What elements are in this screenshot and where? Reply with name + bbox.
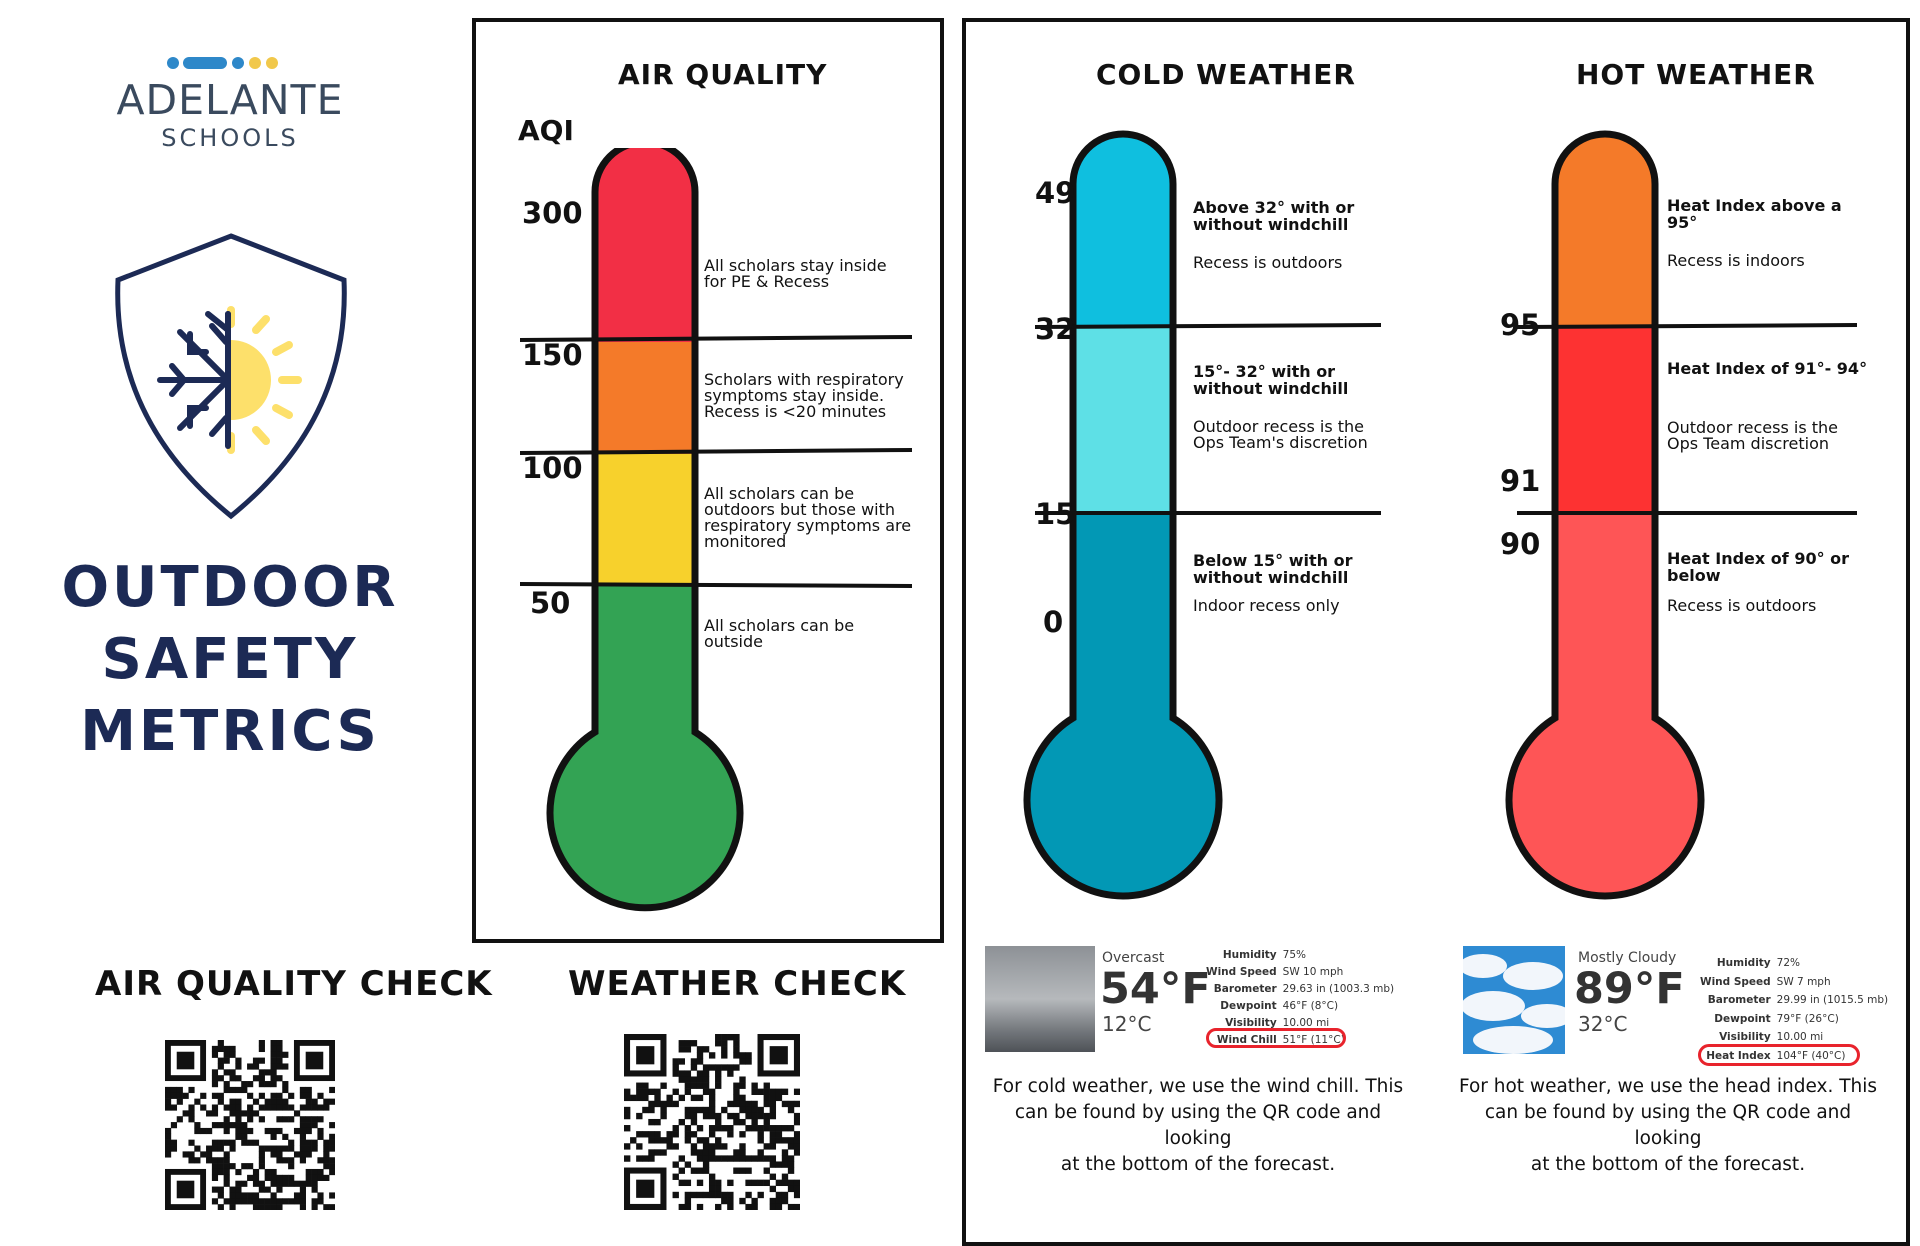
aqi-300-description: All scholars stay inside for PE & Recess: [704, 256, 887, 291]
forecast-row-value: 29.99 in (1015.5 mb): [1776, 994, 1889, 1007]
forecast-row: [1206, 980, 1394, 997]
hot-value-91: 91: [1500, 464, 1541, 498]
aqi-value-50: 50: [530, 586, 571, 620]
hot-value-90: 90: [1500, 527, 1541, 561]
forecast-row: [1700, 954, 1888, 973]
page-title: [40, 552, 420, 768]
cold-15-32-rule: 15°- 32° with or without windchill Outdoor recess is the Ops Team's discretion: [1193, 362, 1368, 452]
hot-90-below-rule: Heat Index of 90° or below Recess is outdoors: [1667, 549, 1850, 615]
forecast-row-value: 29.63 in (1003.3 mb): [1282, 982, 1395, 995]
cold-forecast-temp-c: 12°C: [1102, 1012, 1152, 1036]
aqi-50-description: All scholars can be outside: [704, 616, 855, 651]
aqi-value-100: 100: [522, 451, 583, 485]
weather-check-title: WEATHER CHECK: [568, 964, 907, 1004]
forecast-row-label: Visibility: [1719, 1031, 1771, 1044]
weather-qr-code[interactable]: [624, 1034, 800, 1210]
overcast-sky-photo: [985, 946, 1095, 1052]
title-line-2: SAFETY: [101, 627, 359, 692]
title-line-1: OUTDOOR: [61, 555, 399, 620]
hot-weather-note: For hot weather, we use the head index. This can be found by using the QR code and looking at the bottom of the forecast.: [1458, 1076, 1878, 1175]
cold-above-32-rule: Above 32° with or without windchill Recess is outdoors: [1193, 198, 1355, 272]
hot-weather-title: HOT WEATHER: [1576, 58, 1816, 91]
cold-forecast-condition: Overcast: [1102, 950, 1165, 966]
forecast-row: [1700, 973, 1888, 992]
aqi-value-150: 150: [522, 338, 583, 372]
cold-value-15: 15: [1035, 497, 1076, 531]
cold-forecast-temp-f: 54°F: [1100, 964, 1211, 1014]
aqi-label: AQI: [518, 114, 574, 147]
forecast-row-label: Wind Speed: [1700, 975, 1771, 988]
heat-index-highlight: [1698, 1044, 1860, 1066]
forecast-row-label: Dewpoint: [1714, 1012, 1771, 1025]
title-line-3: METRICS: [80, 699, 380, 764]
cold-weather-note: For cold weather, we use the wind chill. This can be found by using the QR code and looking at the bottom of the forecast.: [992, 1076, 1404, 1175]
forecast-row: [1700, 991, 1888, 1010]
forecast-row-value: 104°F (40°C): [1776, 1049, 1846, 1062]
forecast-row-label: Barometer: [1213, 982, 1277, 995]
forecast-row-value: SW 10 mph: [1282, 965, 1344, 978]
forecast-row-value: 51°F (11°C): [1282, 1033, 1345, 1046]
logo-name: ADELANTE: [116, 76, 344, 124]
forecast-row-label: Visibility: [1225, 1016, 1277, 1029]
shield-snowflake-sun-icon: [108, 230, 354, 522]
forecast-row-label: Wind Speed: [1206, 965, 1277, 978]
forecast-row-value: 46°F (8°C): [1282, 999, 1339, 1012]
forecast-row-value: 79°F (26°C): [1776, 1012, 1839, 1025]
forecast-row-label: Wind Chill: [1216, 1033, 1277, 1046]
forecast-row-value: 10.00 mi: [1776, 1031, 1824, 1044]
cold-value-49: 49: [1035, 176, 1076, 210]
aqi-150-description: Scholars with respiratory symptoms stay inside. Recess is <20 minutes: [704, 370, 904, 421]
forecast-row: [1206, 963, 1394, 980]
qr-code-icon: [624, 1034, 800, 1210]
forecast-row-label: Heat Index: [1706, 1049, 1771, 1062]
hot-91-94-rule: Heat Index of 91°- 94° Outdoor recess is the Ops Team discretion: [1667, 359, 1868, 453]
cold-value-0: 0: [1043, 605, 1064, 639]
cold-weather-title: COLD WEATHER: [1096, 58, 1356, 91]
hot-forecast-temp-f: 89°F: [1574, 964, 1685, 1014]
logo-dots: [166, 56, 286, 70]
air-quality-qr-code[interactable]: [165, 1040, 335, 1210]
forecast-row: [1206, 997, 1394, 1014]
forecast-row: [1700, 1010, 1888, 1029]
cold-below-15-rule: Below 15° with or without windchill Indoor recess only: [1193, 551, 1353, 615]
logo-subtitle: SCHOOLS: [161, 124, 299, 152]
forecast-row-label: Humidity: [1222, 948, 1277, 961]
hot-value-95: 95: [1500, 308, 1541, 342]
hot-forecast-temp-c: 32°C: [1578, 1012, 1628, 1036]
forecast-row-label: Barometer: [1707, 994, 1771, 1007]
forecast-row: [1206, 946, 1394, 963]
forecast-row-label: Humidity: [1716, 957, 1771, 970]
qr-code-icon: [165, 1040, 335, 1210]
forecast-row-value: 72%: [1776, 957, 1801, 970]
hot-above-95-rule: Heat Index above a 95° Recess is indoors: [1667, 196, 1842, 270]
air-quality-check-title: AIR QUALITY CHECK: [95, 964, 493, 1004]
aqi-band-300: [540, 148, 750, 342]
aqi-value-300: 300: [522, 196, 583, 230]
forecast-row-value: 10.00 mi: [1282, 1016, 1330, 1029]
air-quality-title: AIR QUALITY: [618, 58, 828, 91]
wind-chill-highlight: [1206, 1028, 1346, 1048]
forecast-row-value: 75%: [1282, 948, 1307, 961]
hot-forecast-condition: Mostly Cloudy: [1578, 950, 1677, 966]
cold-value-32: 32: [1035, 312, 1076, 346]
aqi-100-description: All scholars can be outdoors but those with respiratory symptoms are monitored: [704, 484, 912, 551]
mostly-cloudy-sky-photo: [1463, 946, 1565, 1054]
forecast-row-label: Dewpoint: [1220, 999, 1277, 1012]
forecast-row-value: SW 7 mph: [1776, 975, 1831, 988]
